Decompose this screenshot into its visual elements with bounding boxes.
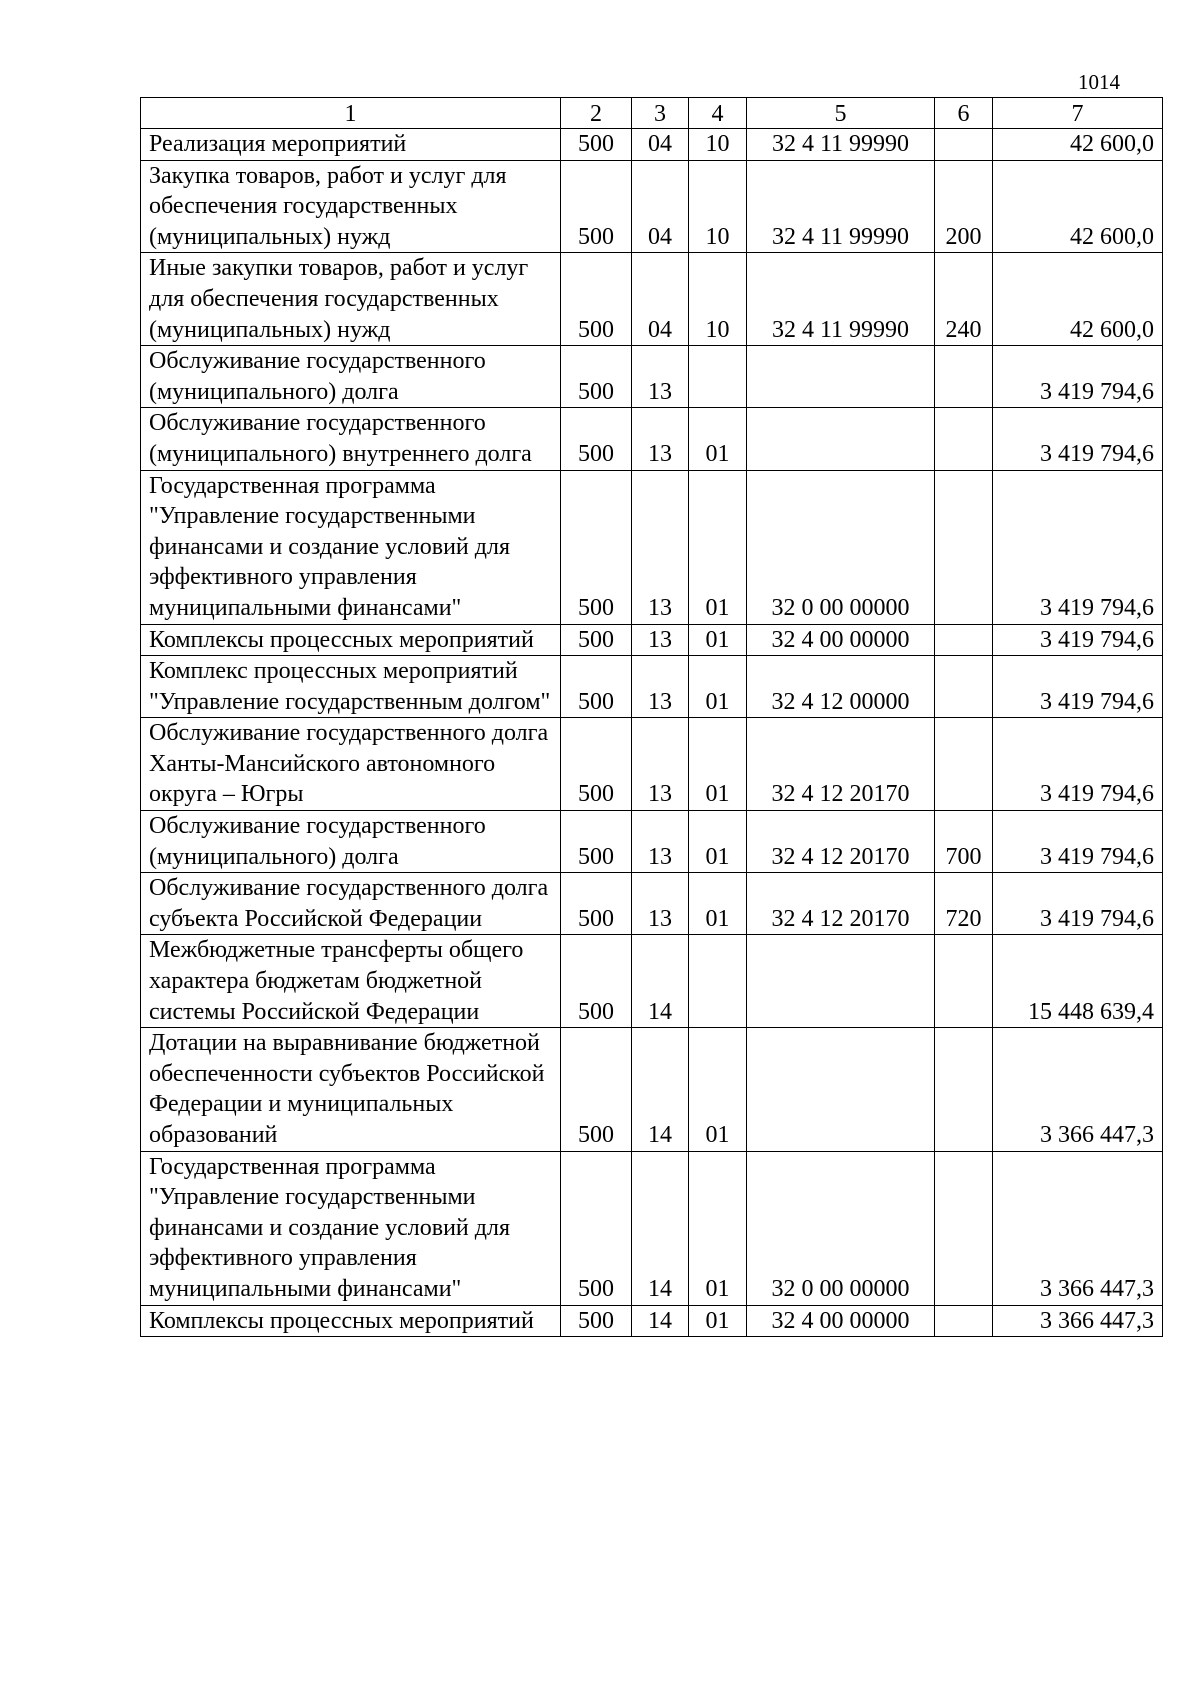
row-target-article-cell: 32 4 00 00000 [747, 1305, 935, 1337]
row-section-cell: 13 [632, 470, 689, 624]
row-name-cell: Обслуживание государственного долга субъекта Российской Федерации [141, 873, 561, 935]
row-code-cell: 500 [561, 1028, 632, 1151]
row-expense-type-cell [935, 935, 993, 1028]
row-target-article-cell: 32 4 11 99990 [747, 129, 935, 161]
row-section-cell: 13 [632, 408, 689, 470]
row-name-cell: Государственная программа "Управление государственными финансами и создание условий для эффективного управления муниципальными финансами" [141, 470, 561, 624]
row-name-cell: Обслуживание государственного (муниципального) долга [141, 346, 561, 408]
row-expense-type-cell: 240 [935, 253, 993, 346]
row-expense-type-cell: 720 [935, 873, 993, 935]
row-section-cell: 13 [632, 346, 689, 408]
row-amount-cell: 3 419 794,6 [993, 718, 1163, 811]
row-target-article-cell: 32 4 12 00000 [747, 656, 935, 718]
row-target-article-cell [747, 1028, 935, 1151]
row-amount-cell: 3 419 794,6 [993, 408, 1163, 470]
row-target-article-cell [747, 408, 935, 470]
row-section-cell: 13 [632, 718, 689, 811]
row-subsection-cell: 10 [689, 129, 747, 161]
row-code-cell: 500 [561, 129, 632, 161]
row-name-cell: Государственная программа "Управление государственными финансами и создание условий для эффективного управления муниципальными финансами" [141, 1151, 561, 1305]
column-header: 4 [689, 98, 747, 129]
row-code-cell: 500 [561, 624, 632, 656]
row-section-cell: 14 [632, 1151, 689, 1305]
row-expense-type-cell [935, 656, 993, 718]
row-subsection-cell [689, 346, 747, 408]
row-code-cell: 500 [561, 811, 632, 873]
row-amount-cell: 3 419 794,6 [993, 624, 1163, 656]
row-subsection-cell: 01 [689, 656, 747, 718]
column-header: 2 [561, 98, 632, 129]
column-header: 3 [632, 98, 689, 129]
row-code-cell: 500 [561, 873, 632, 935]
row-expense-type-cell [935, 624, 993, 656]
row-target-article-cell [747, 346, 935, 408]
row-subsection-cell: 10 [689, 160, 747, 253]
row-name-cell: Обслуживание государственного (муниципального) внутреннего долга [141, 408, 561, 470]
table-row [141, 811, 1163, 873]
column-header: 7 [993, 98, 1163, 129]
row-section-cell: 14 [632, 935, 689, 1028]
row-code-cell: 500 [561, 656, 632, 718]
row-name-cell: Межбюджетные трансферты общего характера бюджетам бюджетной системы Российской Федерации [141, 935, 561, 1028]
row-target-article-cell: 32 4 12 20170 [747, 873, 935, 935]
table-row [141, 1028, 1163, 1151]
row-subsection-cell: 01 [689, 1028, 747, 1151]
row-expense-type-cell: 700 [935, 811, 993, 873]
row-expense-type-cell [935, 408, 993, 470]
table-row [141, 656, 1163, 718]
row-code-cell: 500 [561, 346, 632, 408]
row-section-cell: 04 [632, 129, 689, 161]
row-section-cell: 14 [632, 1305, 689, 1337]
row-amount-cell: 3 366 447,3 [993, 1305, 1163, 1337]
row-subsection-cell: 01 [689, 718, 747, 811]
column-header: 1 [141, 98, 561, 129]
row-amount-cell: 3 419 794,6 [993, 470, 1163, 624]
row-name-cell: Обслуживание государственного долга Ханты-Мансийского автономного округа – Югры [141, 718, 561, 811]
row-code-cell: 500 [561, 935, 632, 1028]
row-expense-type-cell [935, 1305, 993, 1337]
row-target-article-cell: 32 0 00 00000 [747, 470, 935, 624]
row-name-cell: Закупка товаров, работ и услуг для обеспечения государственных (муниципальных) нужд [141, 160, 561, 253]
row-subsection-cell: 01 [689, 811, 747, 873]
row-amount-cell: 3 366 447,3 [993, 1151, 1163, 1305]
row-code-cell: 500 [561, 470, 632, 624]
row-amount-cell: 3 419 794,6 [993, 811, 1163, 873]
table-row [141, 408, 1163, 470]
row-amount-cell: 3 419 794,6 [993, 873, 1163, 935]
row-name-cell: Реализация мероприятий [141, 129, 561, 161]
table-row [141, 1151, 1163, 1305]
row-subsection-cell: 01 [689, 408, 747, 470]
table-row [141, 624, 1163, 656]
row-section-cell: 04 [632, 160, 689, 253]
row-name-cell: Комплекс процессных мероприятий "Управление государственным долгом" [141, 656, 561, 718]
table-row [141, 160, 1163, 253]
row-amount-cell: 15 448 639,4 [993, 935, 1163, 1028]
row-expense-type-cell: 200 [935, 160, 993, 253]
row-subsection-cell [689, 935, 747, 1028]
row-target-article-cell: 32 4 11 99990 [747, 160, 935, 253]
row-section-cell: 13 [632, 656, 689, 718]
table-row [141, 129, 1163, 161]
table-header-row [141, 98, 1163, 129]
table-row [141, 873, 1163, 935]
row-subsection-cell: 01 [689, 1151, 747, 1305]
row-amount-cell: 3 419 794,6 [993, 346, 1163, 408]
row-target-article-cell: 32 4 12 20170 [747, 811, 935, 873]
row-section-cell: 13 [632, 624, 689, 656]
row-target-article-cell: 32 0 00 00000 [747, 1151, 935, 1305]
row-target-article-cell: 32 4 00 00000 [747, 624, 935, 656]
row-code-cell: 500 [561, 1151, 632, 1305]
row-subsection-cell: 01 [689, 873, 747, 935]
row-subsection-cell: 01 [689, 1305, 747, 1337]
row-target-article-cell: 32 4 11 99990 [747, 253, 935, 346]
budget-table [140, 97, 1163, 1337]
table-row [141, 1305, 1163, 1337]
row-name-cell: Иные закупки товаров, работ и услуг для обеспечения государственных (муниципальных) нужд [141, 253, 561, 346]
row-expense-type-cell [935, 718, 993, 811]
row-expense-type-cell [935, 346, 993, 408]
row-amount-cell: 3 366 447,3 [993, 1028, 1163, 1151]
column-header: 5 [747, 98, 935, 129]
row-amount-cell: 42 600,0 [993, 160, 1163, 253]
row-expense-type-cell [935, 1151, 993, 1305]
row-section-cell: 13 [632, 873, 689, 935]
column-header: 6 [935, 98, 993, 129]
row-amount-cell: 3 419 794,6 [993, 656, 1163, 718]
row-target-article-cell [747, 935, 935, 1028]
row-section-cell: 04 [632, 253, 689, 346]
row-subsection-cell: 01 [689, 624, 747, 656]
row-code-cell: 500 [561, 253, 632, 346]
table-row [141, 346, 1163, 408]
row-code-cell: 500 [561, 160, 632, 253]
row-expense-type-cell [935, 470, 993, 624]
row-code-cell: 500 [561, 408, 632, 470]
table-row [141, 253, 1163, 346]
row-name-cell: Комплексы процессных мероприятий [141, 624, 561, 656]
row-expense-type-cell [935, 1028, 993, 1151]
table-row [141, 718, 1163, 811]
row-expense-type-cell [935, 129, 993, 161]
row-section-cell: 14 [632, 1028, 689, 1151]
row-name-cell: Дотации на выравнивание бюджетной обеспеченности субъектов Российской Федерации и муниципальных образований [141, 1028, 561, 1151]
row-code-cell: 500 [561, 718, 632, 811]
row-amount-cell: 42 600,0 [993, 253, 1163, 346]
row-subsection-cell: 01 [689, 470, 747, 624]
row-amount-cell: 42 600,0 [993, 129, 1163, 161]
page-number: 1014 [1078, 70, 1120, 94]
row-code-cell: 500 [561, 1305, 632, 1337]
row-name-cell: Обслуживание государственного (муниципального) долга [141, 811, 561, 873]
table-row [141, 470, 1163, 624]
row-target-article-cell: 32 4 12 20170 [747, 718, 935, 811]
row-subsection-cell: 10 [689, 253, 747, 346]
table-row [141, 935, 1163, 1028]
row-name-cell: Комплексы процессных мероприятий [141, 1305, 561, 1337]
row-section-cell: 13 [632, 811, 689, 873]
